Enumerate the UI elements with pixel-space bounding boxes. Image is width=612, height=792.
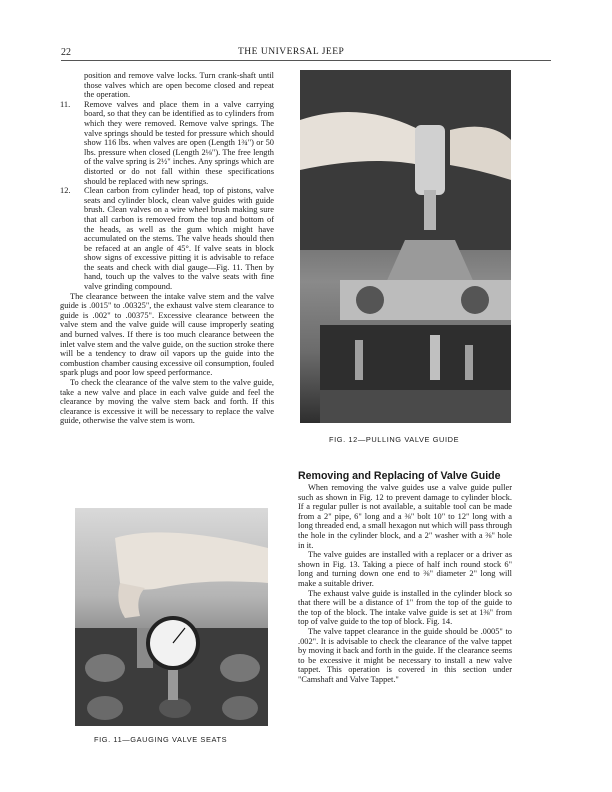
step-12 [60,186,274,292]
tappet-paragraph: The valve tappet clearance in the guide should be .0005" to .002". It is advisable to check the clearance of the valve tappet by moving it back and forth in the guide. If the clearance seems to be excessive it might be necessary to install a new valve tappet. This operation is covered in this section under "Camshaft and Valve Tappet." [298,626,512,684]
step-12-number: 12. [60,186,71,196]
continuation-text: position and remove valve locks. Turn crank-shaft until those valves which are open become closed and repeat the operation. [84,71,274,100]
step-11-text: Remove valves and place them in a valve carrying board, so that they can be identified as to cylinders from which they were removed. Remove valve springs. The valve springs should be tested for pressure which should show 116 lbs. when valves are open (Length 1¾") or 50 lbs. pressure when closed (Length 2⅛"). The free length of the valve spring is 2½" inches. Any springs which are distorted or do not fall within these specifications should be replaced with new springs. [84,99,274,186]
step-11-number: 11. [60,99,71,109]
section-title: Removing and Replacing of Valve Guide [298,470,501,482]
running-title: THE UNIVERSAL JEEP [238,47,345,57]
fig12-photo [300,70,511,423]
left-column [60,71,274,426]
step-11 [60,100,274,186]
fig11-photo [75,508,268,726]
check-paragraph: To check the clearance of the valve stem to the valve guide, take a new valve and place in each valve guide and feel the clearance by moving the valve stem back and forth. If this clearance is excessive it will be necessary to replace the valve guide, otherwise the valve stem is worn. [60,378,274,426]
clearance-paragraph: The clearance between the intake valve stem and the valve guide is .0015" to .00325", the exhaust valve stem clearance to guide is .002" to .00375". Excessive clearance between the valve stem and the valve guide will cause improperly seating and burned valves. If there is too much clearance between the inlet valve stem and the valve guide, on the suction stroke there will be a tendency to draw oil vapors up the guide into the combustion chamber causing excessive oil consumption, fouled spark plugs and poor low speed performance. [60,291,274,378]
driver-paragraph: The valve guides are installed with a replacer or a driver as shown in Fig. 13. Taking a piece of half inch round stock 6" long and turning down one end to ⅜" diameter 2" long will make a suitable driver. [298,550,512,588]
fig11-caption: FIG. 11—GAUGING VALVE SEATS [94,735,228,744]
page-number: 22 [61,47,71,58]
install-paragraph: The exhaust valve guide is installed in the cylinder block so that there will be a distance of 1" from the top of the guide to the top of the block. The intake valve guide is set at 1⅜" from top of valve guide to the top of block. Fig. 14. [298,588,512,627]
step-12-text: Clean carbon from cylinder head, top of pistons, valve seats and cylinder block, clean valve guides with guide brush. Clean valves on a wire wheel brush making sure that all carbon is removed from the top and bottom of the heads, as well as the gum which might have accumulated on the stems. The valve heads should then be refaced at an angle of 45°. If valve seats in block show signs of excessive pitting it is advisable to reface the seats and check with dial gauge—Fig. 11. Then by hand, touch up the valves to the valve seats with fine valve grinding compound. [84,186,274,292]
header-rule [61,60,551,61]
guide-puller-paragraph: When removing the valve guides use a valve guide puller such as shown in Fig. 12 to prevent damage to cylinder block. If a regular puller is not available, a suitable tool can be made from a 2" pipe, 6" long and a ⅜" bolt 10" to 12" long with a long threaded end, a small hexagon nut which will pass through the hole in the cylinder block, and a 2" washer with a ⅜" hole in it. [298,483,512,550]
right-column-text [298,483,512,684]
fig12-caption: FIG. 12—PULLING VALVE GUIDE [329,435,460,444]
